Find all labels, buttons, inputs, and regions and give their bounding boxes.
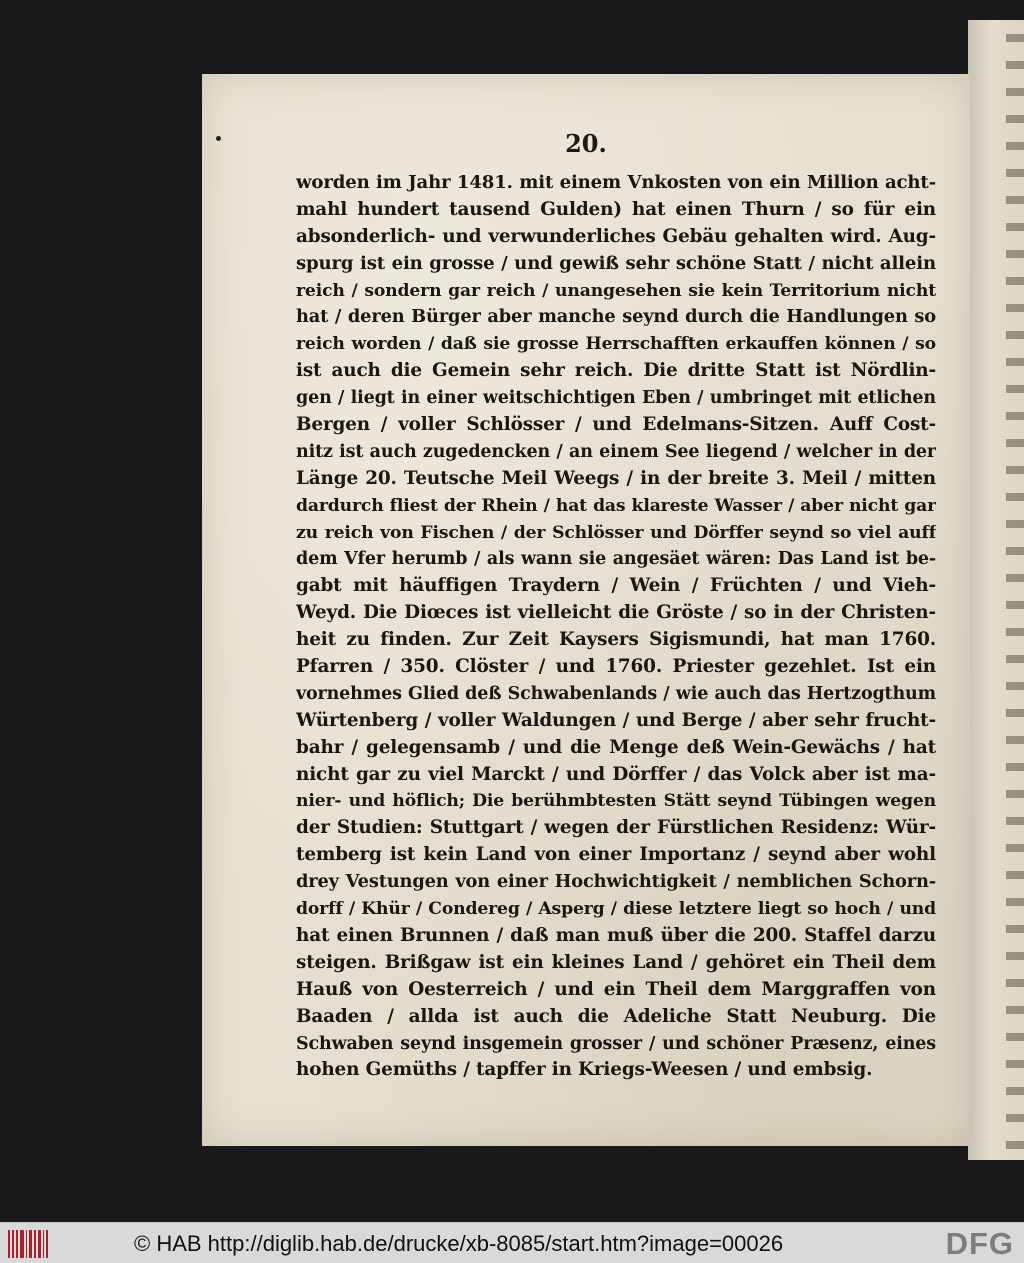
text-line: Hauß von Oesterreich / und ein Theil dem Marggraffen von xyxy=(296,978,936,1000)
text-line: dorff / Khür / Condereg / Asperg / diese letztere liegt so hoch / und xyxy=(296,899,936,920)
text-line: temberg ist kein Land von einer Importanz / seynd aber wohl xyxy=(296,844,936,866)
text-line: absonderlich- und verwunderliches Gebäu gehalten wird. Aug- xyxy=(296,225,936,247)
dfg-logo: DFG xyxy=(945,1226,1014,1261)
text-line: hohen Gemüths / tapffer in Kriegs-Weesen / und embsig. xyxy=(296,1059,873,1081)
text-line: Baaden / allda ist auch die Adeliche Statt Neuburg. Die xyxy=(296,1005,936,1027)
text-line: reich worden / daß sie grosse Herrschafften erkauffen können / so xyxy=(296,334,936,355)
text-line: hat einen Brunnen / daß man muß über die 200. Staffel darzu xyxy=(296,924,936,946)
text-line: nier- und höflich; Die berühmbtesten Stätt seynd Tübingen wegen xyxy=(296,791,936,812)
text-line: Schwaben seynd insgemein grosser / und schöner Præsenz, eines xyxy=(296,1033,936,1054)
text-line: vornehmes Glied deß Schwabenlands / wie auch das Hertzogthum xyxy=(296,683,936,704)
page-number: 20. xyxy=(565,129,607,158)
next-page-edge xyxy=(968,20,1024,1160)
text-line: reich / sondern gar reich / unangesehen sie kein Territorium nicht xyxy=(296,280,936,301)
book-page xyxy=(202,74,970,1146)
text-line: Länge 20. Teutsche Meil Weegs / in der breite 3. Meil / mitten xyxy=(296,467,936,489)
text-line: steigen. Brißgaw ist ein kleines Land / gehöret ein Theil dem xyxy=(296,951,936,973)
text-line: nitz ist auch zugedencken / an einem See liegend / welcher in der xyxy=(296,441,936,462)
page-text xyxy=(296,170,936,1084)
text-line: Weyd. Die Diœces ist vielleicht die Gröste / so in der Christen- xyxy=(296,602,936,624)
text-line: drey Vestungen von einer Hochwichtigkeit / nemblichen Schorn- xyxy=(296,871,936,893)
footer-bar xyxy=(0,1222,1024,1263)
text-line: Bergen / voller Schlösser / und Edelmans-Sitzen. Auff Cost- xyxy=(296,414,936,436)
text-line: ist auch die Gemein sehr reich. Die dritte Statt ist Nördlin- xyxy=(296,360,936,382)
text-line: nicht gar zu viel Marckt / und Dörffer / das Volck aber ist ma- xyxy=(296,763,936,785)
text-line: bahr / gelegensamb / und die Menge deß Wein-Gewächs / hat xyxy=(296,736,936,758)
text-line: der Studien: Stuttgart / wegen der Fürstlichen Residenz: Wür- xyxy=(296,817,936,839)
text-line: hat / deren Bürger aber manche seynd durch die Handlungen so xyxy=(296,306,936,328)
text-line: mahl hundert tausend Gulden) hat einen Thurn / so für ein xyxy=(296,198,936,220)
text-line: gabt mit häuffigen Traydern / Wein / Früchten / und Vieh- xyxy=(296,575,936,597)
text-line: dardurch fliest der Rhein / hat das klareste Wasser / aber nicht gar xyxy=(296,495,936,516)
hab-logo-icon xyxy=(8,1230,48,1258)
text-line: Würtenberg / voller Waldungen / und Berge / aber sehr frucht- xyxy=(296,709,936,731)
text-line: spurg ist ein grosse / und gewiß sehr schöne Statt / nicht allein xyxy=(296,252,936,274)
next-page-text-ghost xyxy=(1006,20,1024,1160)
text-line: gen / liegt in einer weitschichtigen Eben / umbringet mit etlichen xyxy=(296,388,936,409)
text-line: Pfarren / 350. Clöster / und 1760. Priester gezehlet. Ist ein xyxy=(296,656,936,678)
text-line: worden im Jahr 1481. mit einem Vnkosten von ein Million acht- xyxy=(296,172,936,193)
text-line: dem Vfer herumb / als wann sie angesäet wären: Das Land ist be- xyxy=(296,549,936,570)
copyright-url: © HAB http://diglib.hab.de/drucke/xb-8085/start.htm?image=00026 xyxy=(134,1231,784,1256)
text-line: zu reich von Fischen / der Schlösser und Dörffer seynd so viel auff xyxy=(296,522,936,543)
text-line: heit zu finden. Zur Zeit Kaysers Sigismundi, hat man 1760. xyxy=(296,629,936,651)
